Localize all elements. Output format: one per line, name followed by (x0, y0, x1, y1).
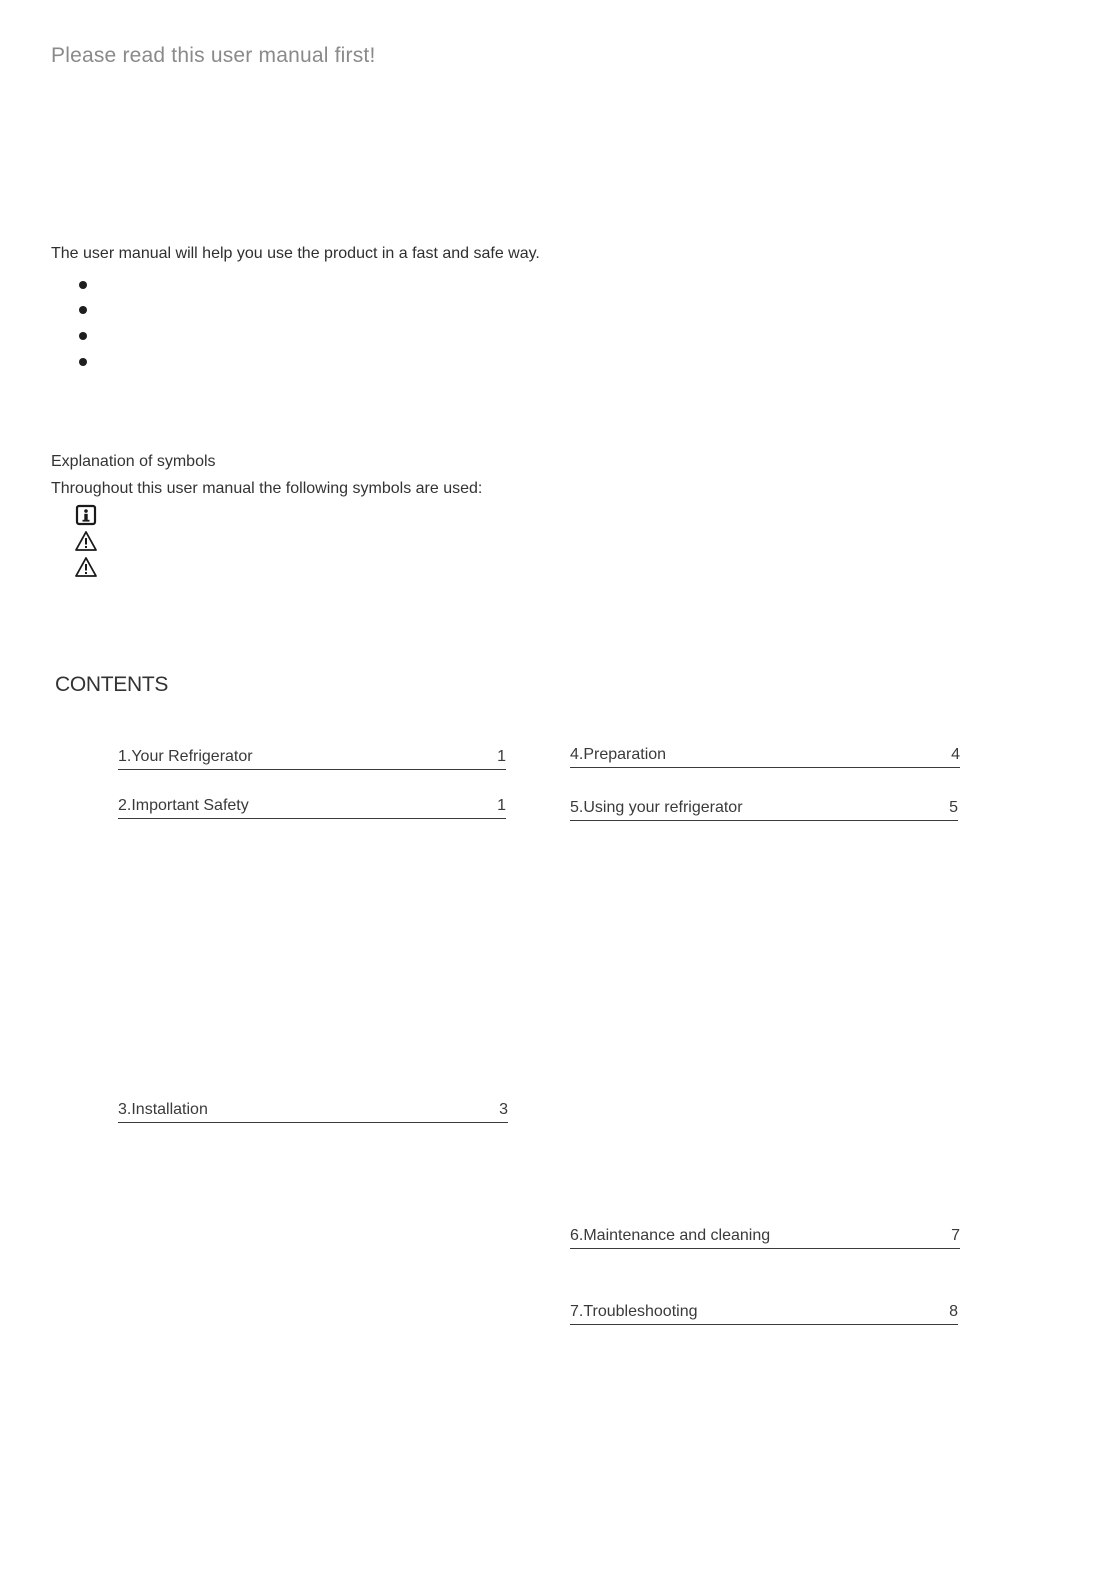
warning-icon (74, 556, 98, 578)
toc-page-number: 5 (949, 799, 958, 816)
toc-page-number: 8 (949, 1303, 958, 1320)
contents-title: CONTENTS (55, 673, 169, 696)
bullet-point (79, 306, 87, 314)
toc-page-number: 3 (499, 1101, 508, 1118)
info-icon (74, 504, 98, 526)
toc-entry-preparation[interactable] (570, 739, 960, 768)
toc-entry-troubleshooting[interactable] (570, 1296, 958, 1325)
toc-page-number: 1 (497, 797, 506, 814)
bullet-point (79, 332, 87, 340)
warning-icon (74, 530, 98, 552)
toc-entry-your-refrigerator[interactable] (118, 741, 506, 770)
toc-label: 5.Using your refrigerator (570, 799, 743, 816)
toc-label: 1.Your Refrigerator (118, 748, 253, 765)
toc-label: 7.Troubleshooting (570, 1303, 698, 1320)
toc-label: 4.Preparation (570, 746, 667, 763)
toc-entry-maintenance-and-cleaning[interactable] (570, 1220, 960, 1249)
toc-entry-important-safety[interactable] (118, 790, 506, 819)
symbols-intro-text: Throughout this user manual the following symbols are used: (51, 480, 483, 497)
page-title: Please read this user manual first! (51, 44, 376, 67)
toc-label: 2.Important Safety (118, 797, 249, 814)
toc-page-number: 4 (951, 746, 960, 763)
toc-page-number: 7 (951, 1227, 960, 1244)
bullet-point (79, 281, 87, 289)
toc-label: 3.Installation (118, 1101, 208, 1118)
symbols-heading: Explanation of symbols (51, 453, 216, 470)
toc-page-number: 1 (497, 748, 506, 765)
bullet-point (79, 358, 87, 366)
toc-entry-using-your-refrigerator[interactable] (570, 792, 958, 821)
toc-label: 6.Maintenance and cleaning (570, 1227, 771, 1244)
intro-text: The user manual will help you use the product in a fast and safe way. (51, 245, 540, 262)
toc-entry-installation[interactable] (118, 1094, 508, 1123)
